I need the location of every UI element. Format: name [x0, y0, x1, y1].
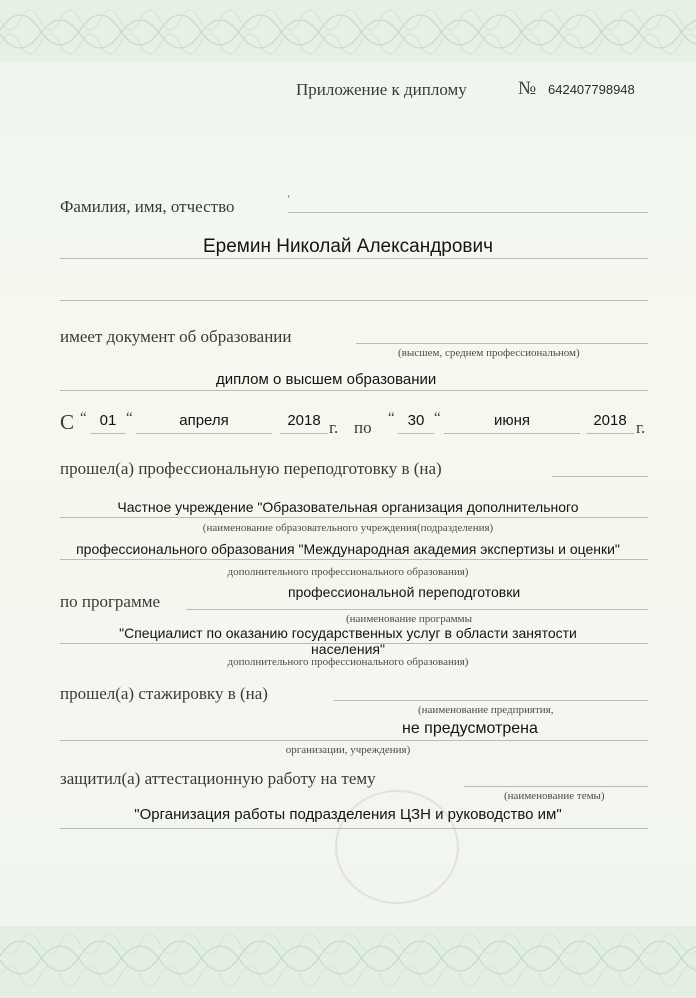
red-ink-mark: ʻ [287, 194, 291, 205]
period-from-label: С [60, 410, 75, 434]
education-doc-value: диплом о высшем образовании [216, 371, 437, 388]
period-to-label: по [354, 418, 372, 437]
internship-caption-1: (наименование предприятия, [418, 704, 554, 716]
period-to-year: 2018 [593, 412, 627, 429]
program-value-row-3 [0, 641, 696, 657]
from-day-underline [90, 433, 126, 434]
from-year-underline [280, 433, 328, 434]
thesis-underline-1 [464, 786, 648, 787]
to-year-suffix: г. [636, 418, 646, 437]
bottom-ornament-band [0, 926, 696, 988]
retraining-org-line-1: Частное учреждение "Образовательная организация дополнительного [117, 499, 579, 515]
open-quote-1: “ [80, 410, 87, 426]
to-day-underline [398, 433, 434, 434]
period-from-day: 01 [99, 412, 117, 429]
program-value-line-3: населения" [311, 641, 385, 657]
internship-label: прошел(а) стажировку в (на) [60, 684, 268, 703]
program-value-line-2: "Специалист по оказанию государственных услуг в области занятости [119, 625, 577, 641]
diploma-number: 642407798948 [548, 82, 635, 97]
program-value-row-2 [0, 625, 696, 641]
thesis-value-row [0, 806, 696, 823]
program-label: по программе [60, 592, 161, 611]
education-doc-value-underline [60, 390, 648, 391]
program-value-line-1: профессиональной переподготовки [288, 584, 521, 600]
fio-underline [288, 212, 648, 213]
retraining-caption-2: дополнительного профессионального образования) [227, 566, 469, 578]
fio-label: Фамилия, имя, отчество [60, 197, 235, 216]
internship-underline-1 [334, 700, 648, 701]
retraining-org-underline-2 [60, 559, 648, 560]
thesis-underline-2 [60, 828, 648, 829]
retraining-org-row-1 [0, 499, 696, 515]
from-month-underline [136, 433, 272, 434]
period-to-day: 30 [407, 412, 425, 429]
open-quote-2: “ [388, 410, 395, 426]
retraining-caption-1: (наименование образовательного учреждения(подразделения) [202, 522, 494, 534]
fio-value: Еремин Николай Александрович [202, 236, 494, 257]
to-year-underline [586, 433, 634, 434]
retraining-org-underline-1 [60, 517, 648, 518]
top-ornament-band [0, 0, 696, 62]
fio-extra-underline [60, 300, 648, 301]
internship-caption-2: организации, учреждения) [285, 744, 411, 756]
close-quote-2: “ [434, 410, 441, 426]
fio-value-underline [60, 258, 648, 259]
retraining-label: прошел(а) профессиональную переподготовку в (на) [60, 459, 442, 478]
education-doc-underline [356, 343, 648, 344]
education-doc-caption: (высшем, среднем профессиональном) [398, 347, 580, 359]
retraining-org-row-2 [0, 541, 696, 557]
retraining-underline [552, 476, 648, 477]
thesis-caption: (наименование темы) [504, 790, 605, 802]
from-year-suffix: г. [329, 418, 339, 437]
fio-value-row [0, 236, 696, 258]
to-month-underline [444, 433, 580, 434]
program-underline-1 [186, 609, 648, 610]
period-to-month: июня [493, 412, 531, 429]
education-doc-label: имеет документ об образовании [60, 327, 292, 346]
program-caption-2: дополнительного профессионального образования) [227, 656, 469, 668]
close-quote-1: “ [126, 410, 133, 426]
period-from-month: апреля [179, 412, 229, 429]
appendix-title: Приложение к диплому [296, 80, 467, 99]
thesis-value: "Организация работы подразделения ЦЗН и руководство им" [134, 806, 562, 823]
thesis-label: защитил(а) аттестационную работу на тему [60, 769, 376, 788]
number-sign: № [518, 78, 537, 99]
internship-underline-2 [60, 740, 648, 741]
period-from-year: 2018 [287, 412, 321, 429]
program-caption-1: (наименование программы [346, 613, 472, 625]
retraining-org-line-2: профессионального образования "Международная академия экспертизы и оценки" [76, 541, 620, 557]
internship-value: не предусмотрена [402, 720, 538, 737]
